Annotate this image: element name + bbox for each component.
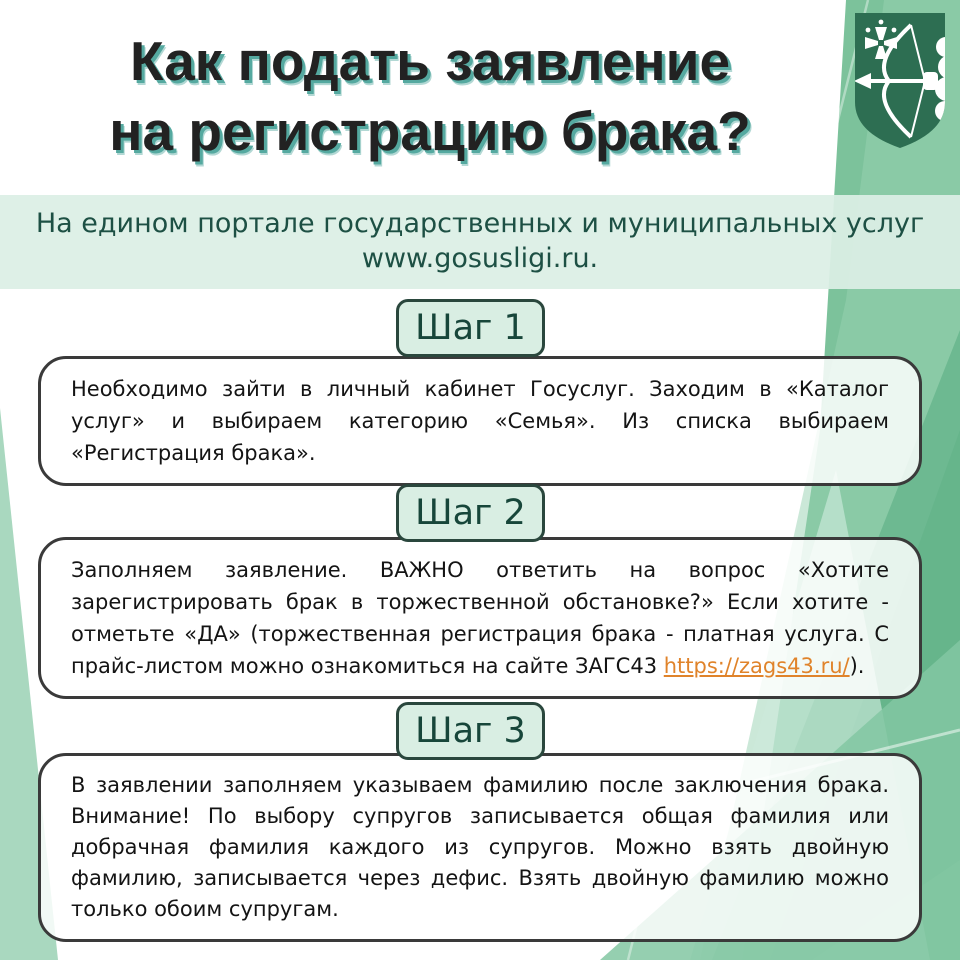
- page-title: [30, 26, 830, 166]
- step-2-text-before: Заполняем заявление. ВАЖНО ответить на вопрос «Хотите зарегистрировать брак в торжественной обстановке?» Если хотите - отметьте «ДА» (торжественная регистрация брака - платная услуга. С прайс-листом можно ознакомиться на сайте ЗАГС43: [71, 558, 889, 678]
- page-title-line-2: на регистрацию брака?: [109, 100, 751, 162]
- gosuslugi-banner: [0, 195, 960, 289]
- step-1-box: [38, 356, 922, 486]
- step-3-label-text: Шаг 3: [415, 711, 526, 751]
- kirov-oblast-coat-of-arms-icon: [851, 9, 949, 152]
- step-3-label: [396, 702, 545, 760]
- step-3-box: [38, 753, 922, 942]
- step-2-text-after: ).: [849, 654, 865, 678]
- step-2-label-text: Шаг 2: [415, 493, 526, 533]
- zags43-link[interactable]: https://zags43.ru/: [663, 654, 850, 678]
- step-2-label: [396, 484, 545, 542]
- step-2-box: [38, 537, 922, 699]
- step-1-label-text: Шаг 1: [415, 308, 526, 348]
- step-1-label: [396, 299, 545, 357]
- step-1-text: Необходимо зайти в личный кабинет Госуслуг. Заходим в «Каталог услуг» и выбираем категорию «Семья». Из списка выбираем «Регистрация брака».: [71, 377, 889, 465]
- banner-line-1: На едином портале государственных и муниципальных услуг: [35, 208, 925, 239]
- step-2-text: [71, 554, 889, 682]
- page-title-line-1: Как подать заявление: [129, 30, 731, 92]
- banner-line-2: www.gosusligi.ru.: [361, 243, 599, 274]
- step-3-text: В заявлении заполняем указываем фамилию после заключения брака. Внимание! По выбору супругов записывается общая фамилия или добрачная фамилия каждого из супругов. Можно взять двойную фамилию, записывается через дефис. Взять двойную фамилию можно только обоим супругам.: [71, 773, 889, 921]
